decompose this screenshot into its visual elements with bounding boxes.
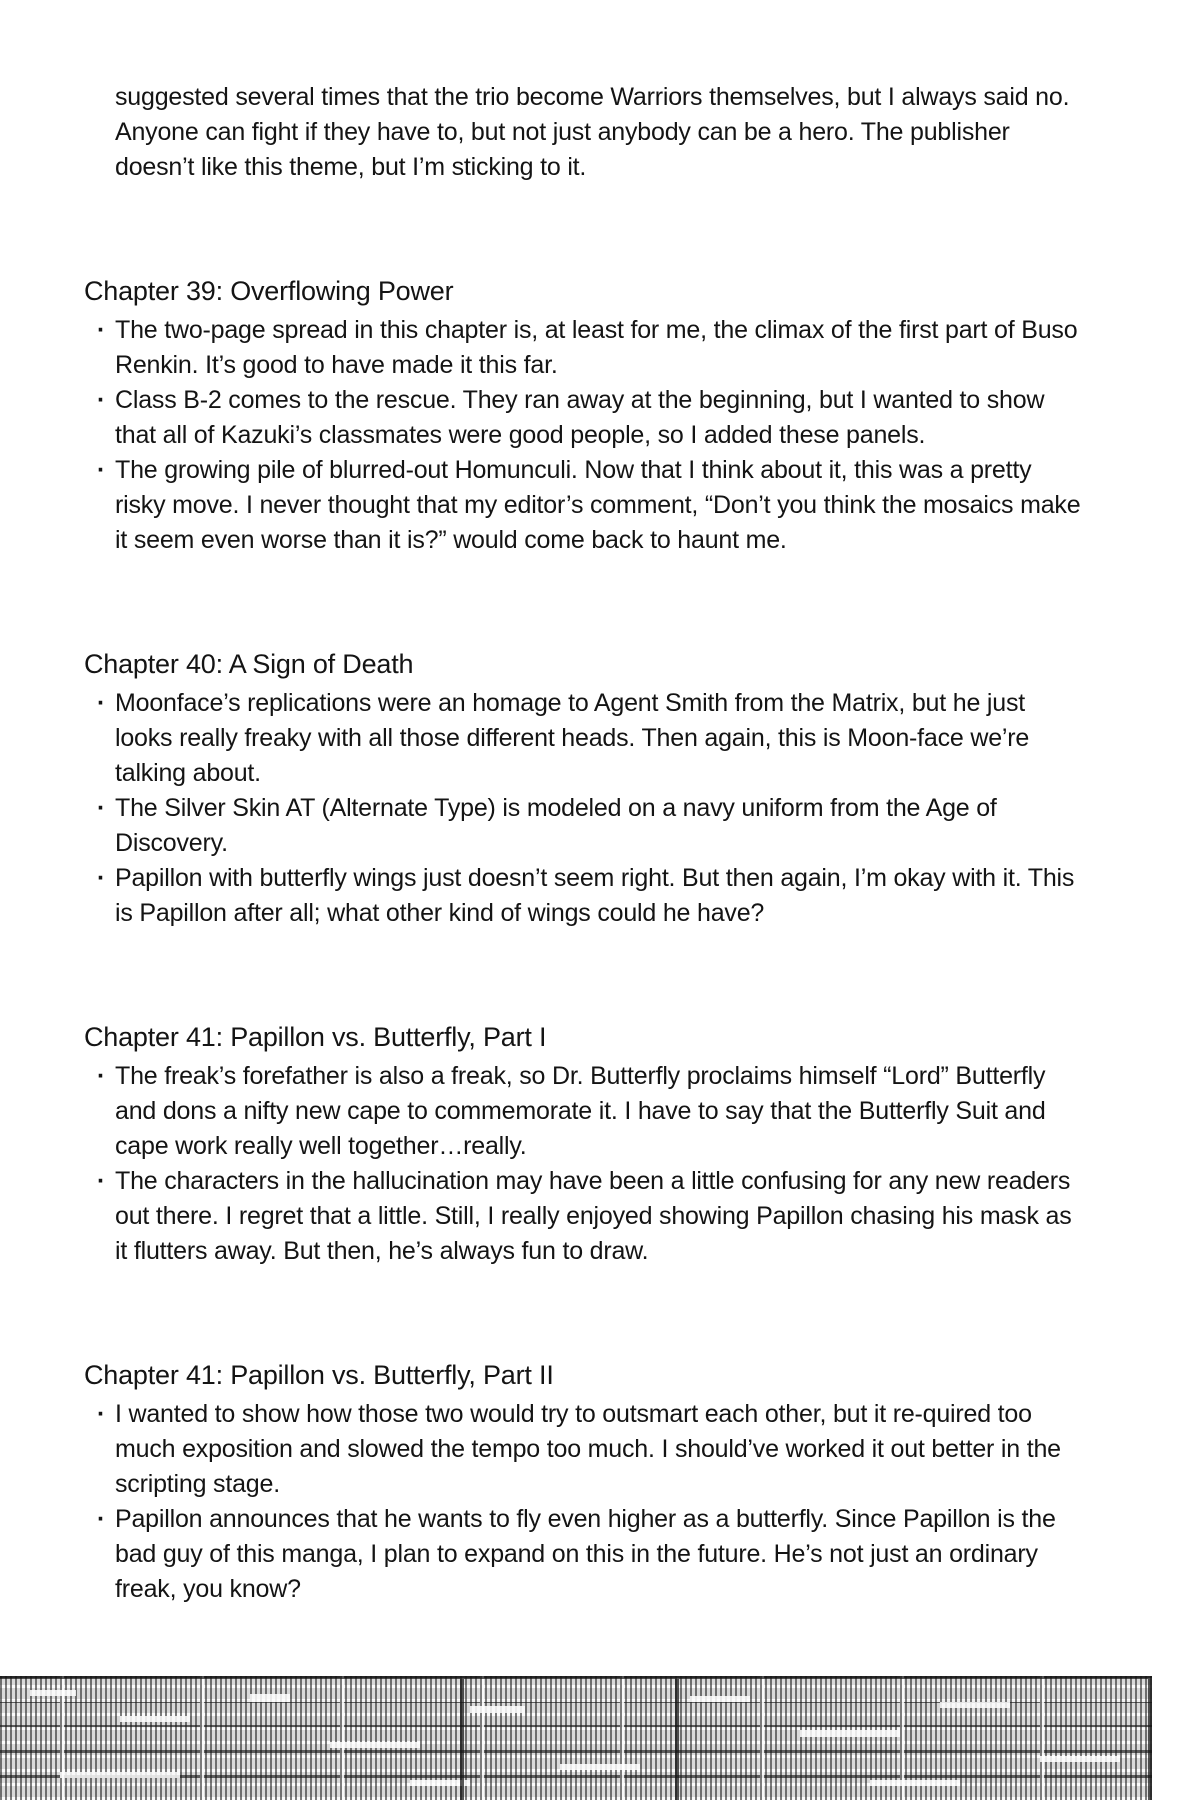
pattern-block xyxy=(120,1716,190,1722)
note-item: · Papillon with butterfly wings just doesn’t seem right. But then again, I’m okay with it. This is Papillon after all; what other kind of wings could he have? xyxy=(84,861,1084,931)
note-item: · The freak’s forefather is also a freak, so Dr. Butterfly proclaims himself “Lord” Butterfly and dons a nifty new cape to commemorate it. I have to say that the Butterfly Suit and cape work really well together…really. xyxy=(84,1059,1084,1164)
pattern-rule xyxy=(675,1676,679,1800)
note-item: · The characters in the hallucination may have been a little confusing for any new readers out there. I regret that a little. Still, I really enjoyed showing Papillon chasing his mask as it flutters away. But then, he’s always fun to draw. xyxy=(84,1164,1084,1269)
pattern-overlay xyxy=(0,1676,1152,1800)
text-column xyxy=(84,80,1084,1607)
note-item: · The Silver Skin AT (Alternate Type) is modeled on a navy uniform from the Age of Discovery. xyxy=(84,791,1084,861)
chapter-notes xyxy=(84,313,1084,558)
note-item: · The two-page spread in this chapter is, at least for me, the climax of the first part of Buso Renkin. It’s good to have made it this far. xyxy=(84,313,1084,383)
pattern-block xyxy=(330,1742,420,1748)
pattern-block xyxy=(560,1764,640,1770)
pattern-block xyxy=(1040,1756,1120,1762)
pattern-block xyxy=(800,1730,900,1737)
note-item: · The growing pile of blurred-out Homunculi. Now that I think about it, this was a pretty risky move. I never thought that my editor’s comment, “Don’t you think the mosaics make it seem even worse than it is?” would come back to haunt me. xyxy=(84,453,1084,558)
note-item: · I wanted to show how those two would try to outsmart each other, but it re-quired too much exposition and slowed the tempo too much. I should’ve worked it out better in the scripting stage. xyxy=(84,1397,1084,1502)
chapter-section-39 xyxy=(84,274,1084,558)
chapter-section-41-part-2 xyxy=(84,1358,1084,1607)
chapter-title: Chapter 39: Overflowing Power xyxy=(84,276,454,306)
pattern-block xyxy=(30,1690,76,1696)
pattern-rule xyxy=(1148,1676,1152,1800)
pattern-block xyxy=(690,1696,750,1702)
note-item: · Papillon announces that he wants to fly even higher as a butterfly. Since Papillon is the bad guy of this manga, I plan to expand on this in the future. He’s not just an ordinary freak, you know? xyxy=(84,1502,1084,1607)
chapter-notes xyxy=(84,1059,1084,1269)
pattern-rule xyxy=(0,1676,1152,1679)
chapter-title: Chapter 40: A Sign of Death xyxy=(84,649,414,679)
decorative-pattern-band xyxy=(0,1676,1152,1800)
chapter-notes xyxy=(84,1397,1084,1607)
intro-paragraph: suggested several times that the trio become Warriors themselves, but I always said no. Anyone can fight if they have to, but not just anybody can be a hero. The publisher doesn’t like this theme, but I’m sticking to it. xyxy=(115,83,1070,181)
pattern-block xyxy=(60,1772,180,1778)
chapter-section-41-part-1 xyxy=(84,1020,1084,1269)
pattern-block xyxy=(940,1702,1010,1708)
pattern-rule xyxy=(460,1676,464,1800)
pattern-block xyxy=(470,1706,525,1713)
chapter-section-40 xyxy=(84,647,1084,931)
chapter-title: Chapter 41: Papillon vs. Butterfly, Part II xyxy=(84,1360,554,1390)
note-item: · Class B-2 comes to the rescue. They ran away at the beginning, but I wanted to show that all of Kazuki’s classmates were good people, so I added these panels. xyxy=(84,383,1084,453)
pattern-block xyxy=(870,1780,960,1786)
note-item: · Moonface’s replications were an homage to Agent Smith from the Matrix, but he just looks really freaky with all those different heads. Then again, this is Moon-face we’re talking about. xyxy=(84,686,1084,791)
chapter-notes xyxy=(84,686,1084,931)
chapter-title: Chapter 41: Papillon vs. Butterfly, Part I xyxy=(84,1022,547,1052)
pattern-block xyxy=(250,1694,290,1702)
